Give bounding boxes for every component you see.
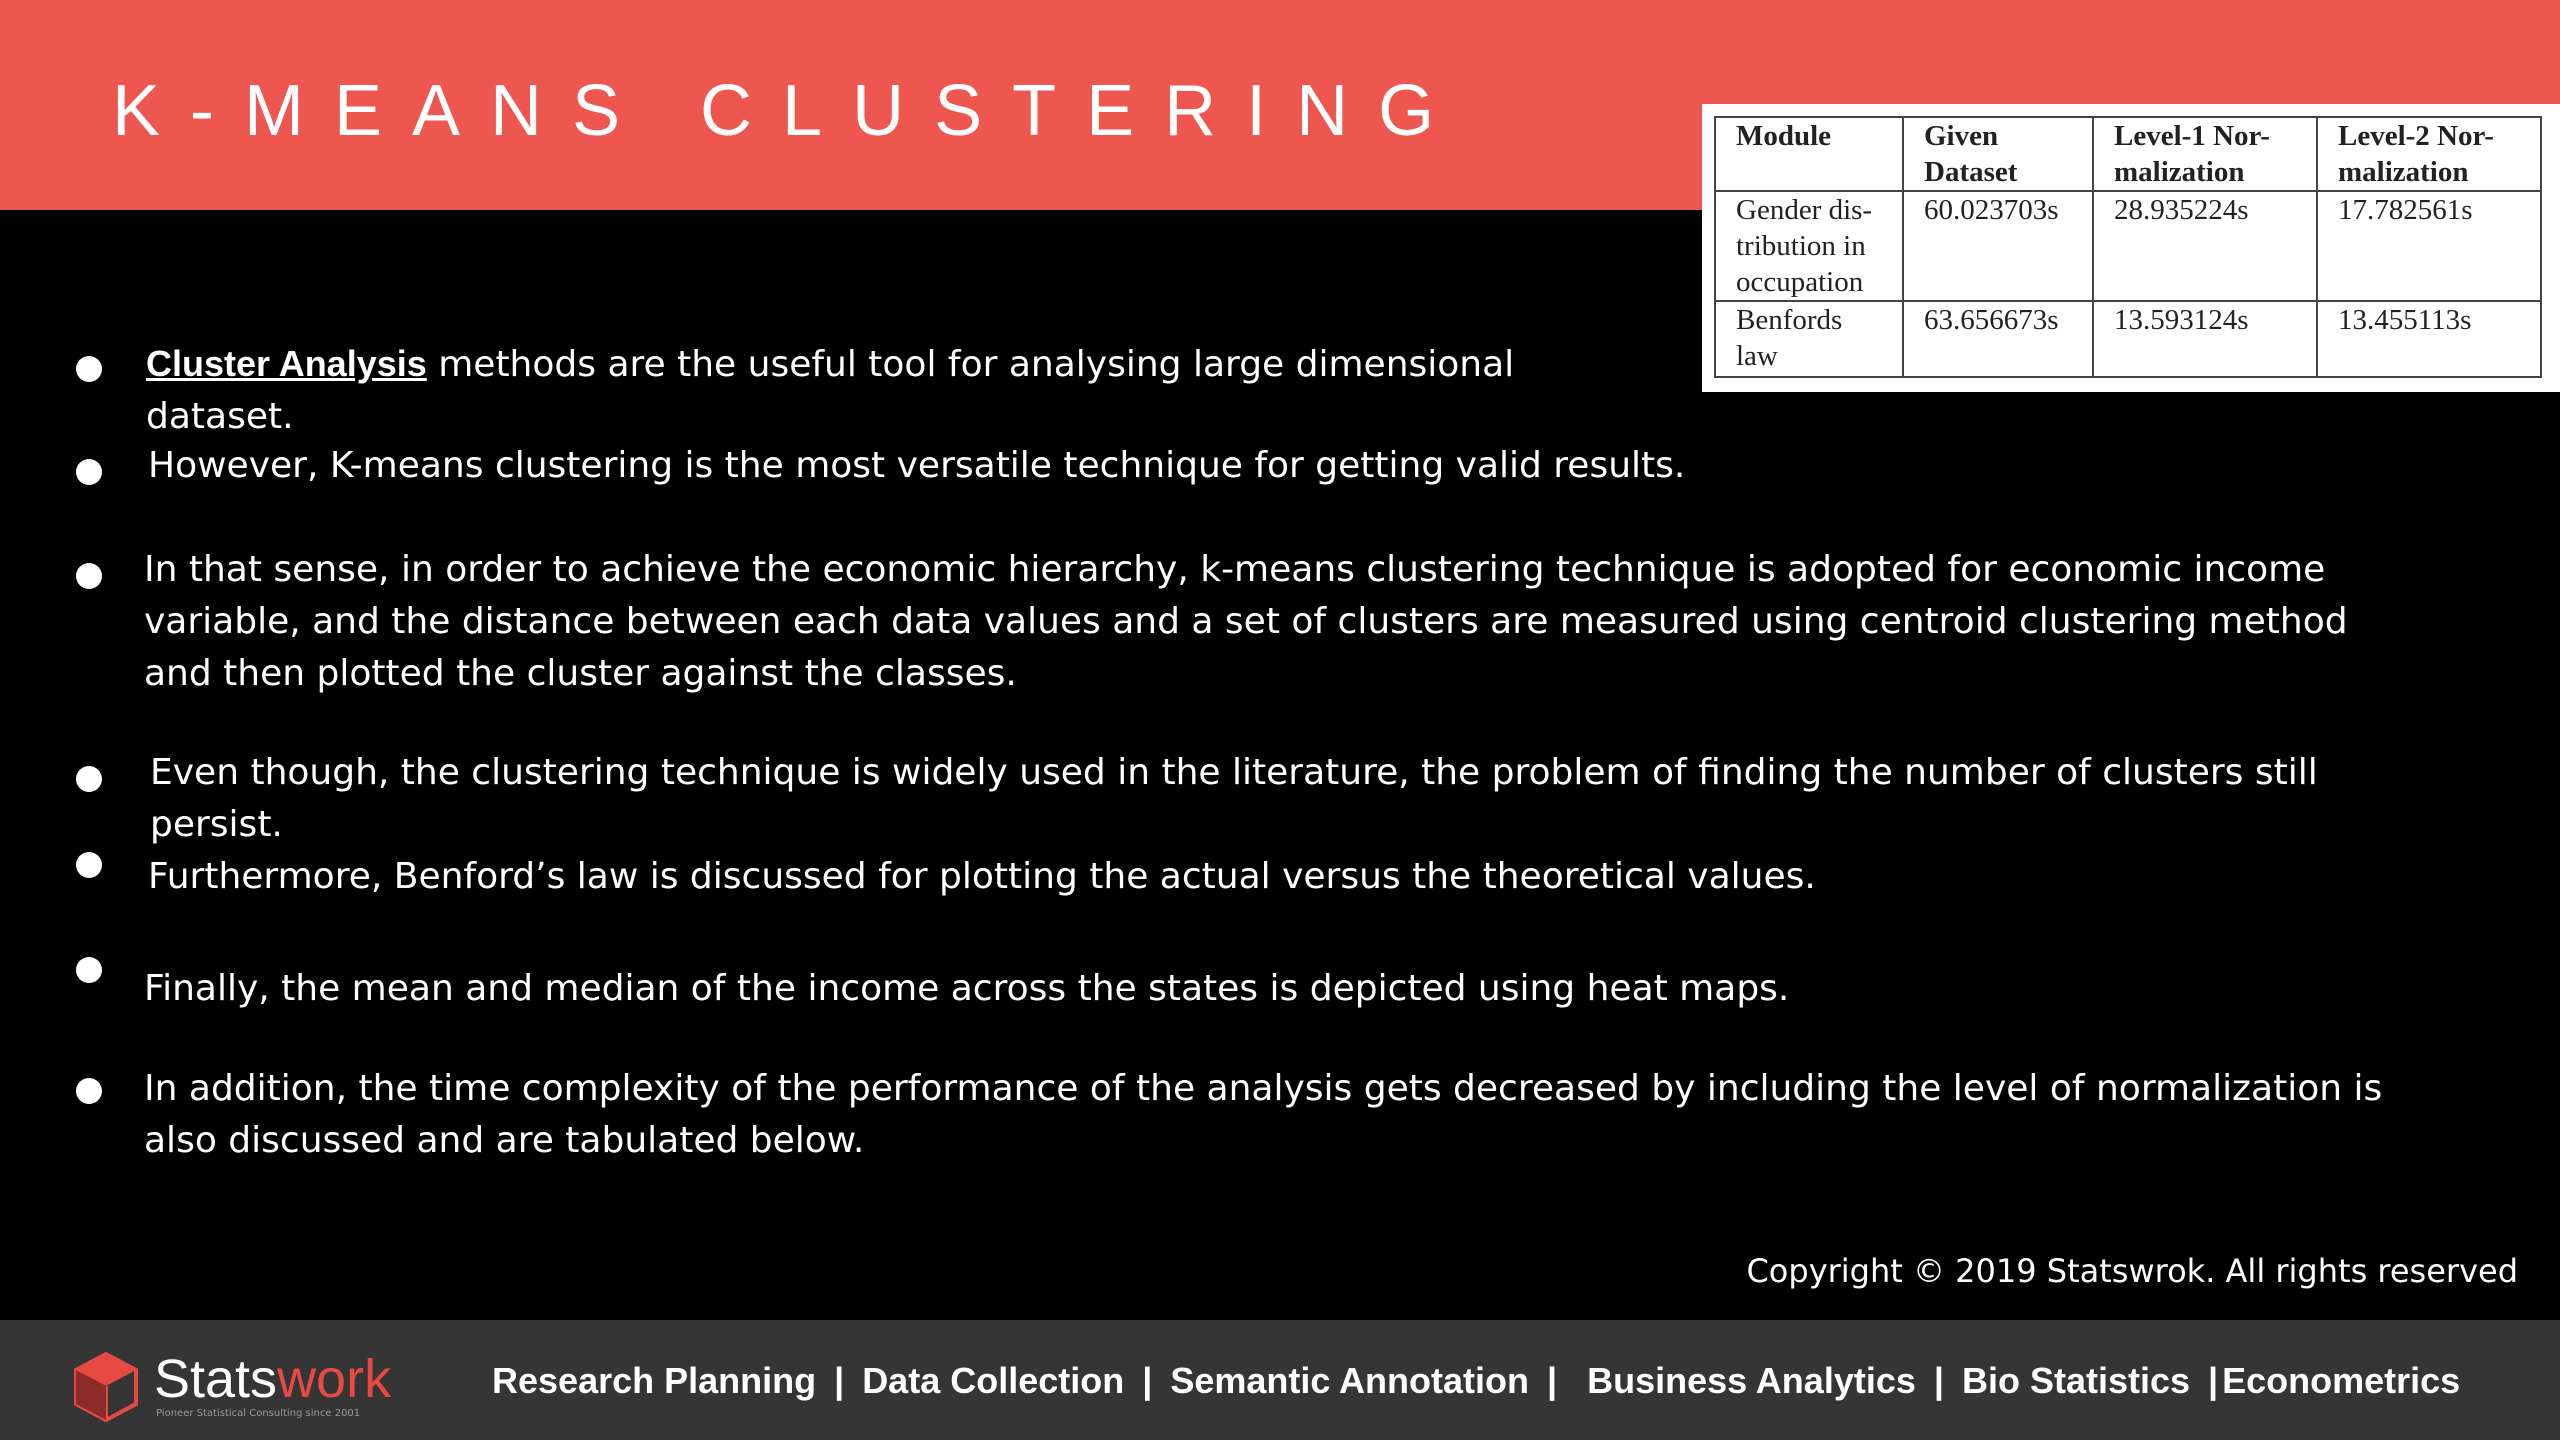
bullet-text: In addition, the time complexity of the performance of the analysis gets decreased by including the level of normalization is also discussed and are tabulated below.: [144, 1068, 2383, 1161]
bullet-icon: [76, 766, 102, 792]
logo-wordmark: Statswork: [154, 1349, 392, 1409]
nav-separator: |: [1547, 1360, 1558, 1401]
bullet-icon: [76, 957, 102, 983]
cube-logo-icon: [66, 1348, 146, 1426]
copyright-notice: Copyright © 2019 Statswrok. All rights reserved: [1746, 1252, 2518, 1290]
table-header-row: [1715, 117, 2541, 191]
bullet-text: However, K-means clustering is the most versatile technique for getting valid results.: [148, 445, 1686, 486]
bullet-icon: [76, 356, 102, 382]
table-cell: Gender dis- tribution in occupation: [1715, 191, 1903, 301]
slide-title: K-MEANS CLUSTERING: [112, 71, 1465, 151]
table-cell: 17.782561s: [2317, 191, 2541, 301]
table-cell: Benfords law: [1715, 301, 1903, 377]
bullet-text: Finally, the mean and median of the income across the states is depicted using heat maps.: [144, 968, 1790, 1009]
cluster-analysis-link[interactable]: Cluster Analysis: [146, 343, 427, 384]
timing-table: [1714, 116, 2542, 378]
bullet-icon: [76, 1078, 102, 1104]
nav-separator: |: [834, 1360, 845, 1401]
bullet-icon: [76, 852, 102, 878]
table-header: Level-1 Nor- malization: [2093, 117, 2317, 191]
bullet-text: In that sense, in order to achieve the economic hierarchy, k-means clustering technique is adopted for economic income variable, and the distance between each data values and a set of clusters are measured using centroid clustering method and then plotted the cluster against the classes.: [144, 549, 2348, 694]
nav-separator: |: [1142, 1360, 1153, 1401]
table-header: Given Dataset: [1903, 117, 2093, 191]
table-header: Level-2 Nor- malization: [2317, 117, 2541, 191]
footer-link-research-planning[interactable]: Research Planning: [492, 1360, 817, 1401]
nav-separator: |: [2208, 1360, 2219, 1401]
table-cell: 63.656673s: [1903, 301, 2093, 377]
footer-link-bio-statistics[interactable]: Bio Statistics: [1961, 1360, 2191, 1401]
bullet-item: [146, 338, 1666, 443]
table-row: [1715, 191, 2541, 301]
bullet-text: methods are the useful tool for analysing large dimensional dataset.: [146, 344, 1515, 437]
bullet-icon: [76, 459, 102, 485]
table-row: [1715, 301, 2541, 377]
bullet-text: Even though, the clustering technique is widely used in the literature, the problem of finding the number of clusters still persist.: [150, 752, 2318, 845]
statswork-logo[interactable]: [66, 1348, 406, 1426]
footer-link-semantic-annotation[interactable]: Semantic Annotation: [1170, 1360, 1529, 1401]
bullet-text: Furthermore, Benford’s law is discussed for plotting the actual versus the theoretical values.: [148, 856, 1816, 897]
footer-bar: [0, 1320, 2560, 1440]
footer-link-data-collection[interactable]: Data Collection: [862, 1360, 1125, 1401]
footer-link-business-analytics[interactable]: Business Analytics: [1587, 1360, 1916, 1401]
table-cell: 13.455113s: [2317, 301, 2541, 377]
nav-separator: |: [1933, 1360, 1944, 1401]
bullet-icon: [76, 563, 102, 589]
table-cell: 60.023703s: [1903, 191, 2093, 301]
footer-link-econometrics[interactable]: Econometrics: [2222, 1360, 2461, 1401]
table-cell: 28.935224s: [2093, 191, 2317, 301]
table-cell: 13.593124s: [2093, 301, 2317, 377]
logo-tagline: Pioneer Statistical Consulting since 2001: [156, 1408, 361, 1419]
footer-nav: [492, 1360, 2460, 1402]
timing-table-panel: [1702, 104, 2560, 392]
table-header: Module: [1715, 117, 1903, 191]
